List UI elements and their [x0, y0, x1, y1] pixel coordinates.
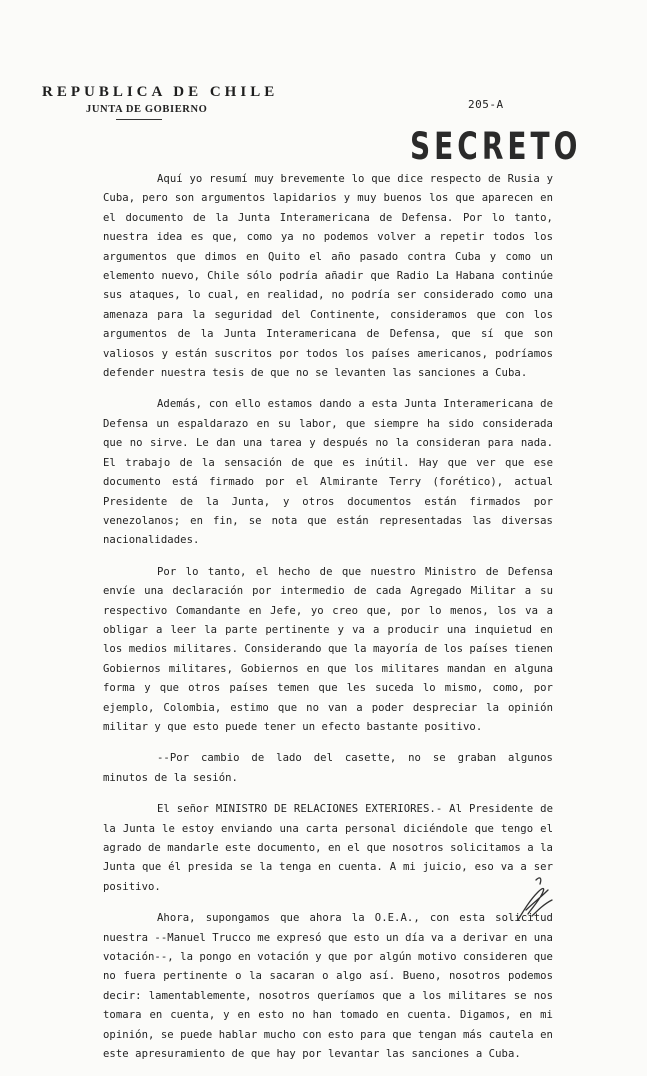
paragraph-2: Además, con ello estamos dando a esta Junta Interamericana de Defensa un espaldarazo en su labor, que siempre ha sido considerada que no sirve. Le dan una tarea y después no la consideran para nada. El trabajo de la sensación de que es inútil. Hay que ver que ese documento está firmado por el Almirante Terry (forético), actual Presidente de la Junta, y otros documentos están firmados por venezolanos; en fin, se nota que están representadas las diversas nacionalidades.	[103, 398, 553, 547]
paragraph-6: Ahora, supongamos que ahora la O.E.A., con esta solicitud nuestra --Manuel Trucco me expresó que esto un día va a derivar en una votación--, la pongo en votación y que por algún motivo consideren que no fuera pertinente o la sacaran o algo así. Bueno, nosotros podemos decir: lamentablemente, nosotros queríamos que a los militares se nos tomara en cuenta, y en esto no han tomado en cuenta. Digamos, en mi opinión, se puede hablar mucho con esto para que tengan más cautela en este apresuramiento de que hay por levantar las sanciones a Cuba.	[103, 912, 553, 1061]
paragraph-1: Aquí yo resumí muy brevemente lo que dice respecto de Rusia y Cuba, pero son argumentos lapidarios y muy buenos los que aparecen en el documento de la Junta Interamericana de Defensa. Por lo tanto, nuestra idea es que, como ya no podemos volver a repetir todos los argumentos que dimos en Quito el año pasado contra Cuba y como un elemento nuevo, Chile sólo podría añadir que Radio La Habana continúe sus ataques, lo cual, en realidad, no podría ser considerado como una amenaza para la seguridad del Continente, consideramos que con los argumentos de la Junta Interamericana de Defensa, que sí que son valiosos y están suscritos por todos los países americanos, podríamos defender nuestra tesis de que no se levanten las sanciones a Cuba.	[103, 173, 553, 380]
handwritten-initials	[512, 870, 556, 926]
letterhead-republic: REPUBLICA DE CHILE	[42, 84, 279, 100]
secret-stamp: SECRETO	[410, 124, 582, 169]
paragraph-4: --Por cambio de lado del casette, no se graban algunos minutos de la sesión.	[103, 752, 553, 784]
letterhead-underline	[116, 119, 162, 120]
letterhead-junta: JUNTA DE GOBIERNO	[86, 104, 208, 115]
paragraph-5: El señor MINISTRO DE RELACIONES EXTERIORES.- Al Presidente de la Junta le estoy enviando una carta personal diciéndole que tengo el agrado de mandarle este documento, en el que nosotros solicitamos a la Junta que él presida se la tenga en cuenta. A mi juicio, eso va a ser positivo.	[103, 803, 553, 893]
paragraph-3: Por lo tanto, el hecho de que nuestro Ministro de Defensa envíe una declaración por intermedio de cada Agregado Militar a su respectivo Comandante en Jefe, yo creo que, por lo menos, los va a obligar a leer la parte pertinente y va a producir una inquietud en los medios militares. Considerando que la mayoría de los países tienen Gobiernos militares, Gobiernos en que los militares mandan en alguna forma y que otros países temen que les suceda lo mismo, como, por ejemplo, Colombia, estimo que no van a poder despreciar la opinión militar y que esto puede tener un efecto bastante positivo.	[103, 565, 553, 733]
document-body	[103, 170, 553, 1076]
page-number: 205-A	[468, 98, 504, 111]
